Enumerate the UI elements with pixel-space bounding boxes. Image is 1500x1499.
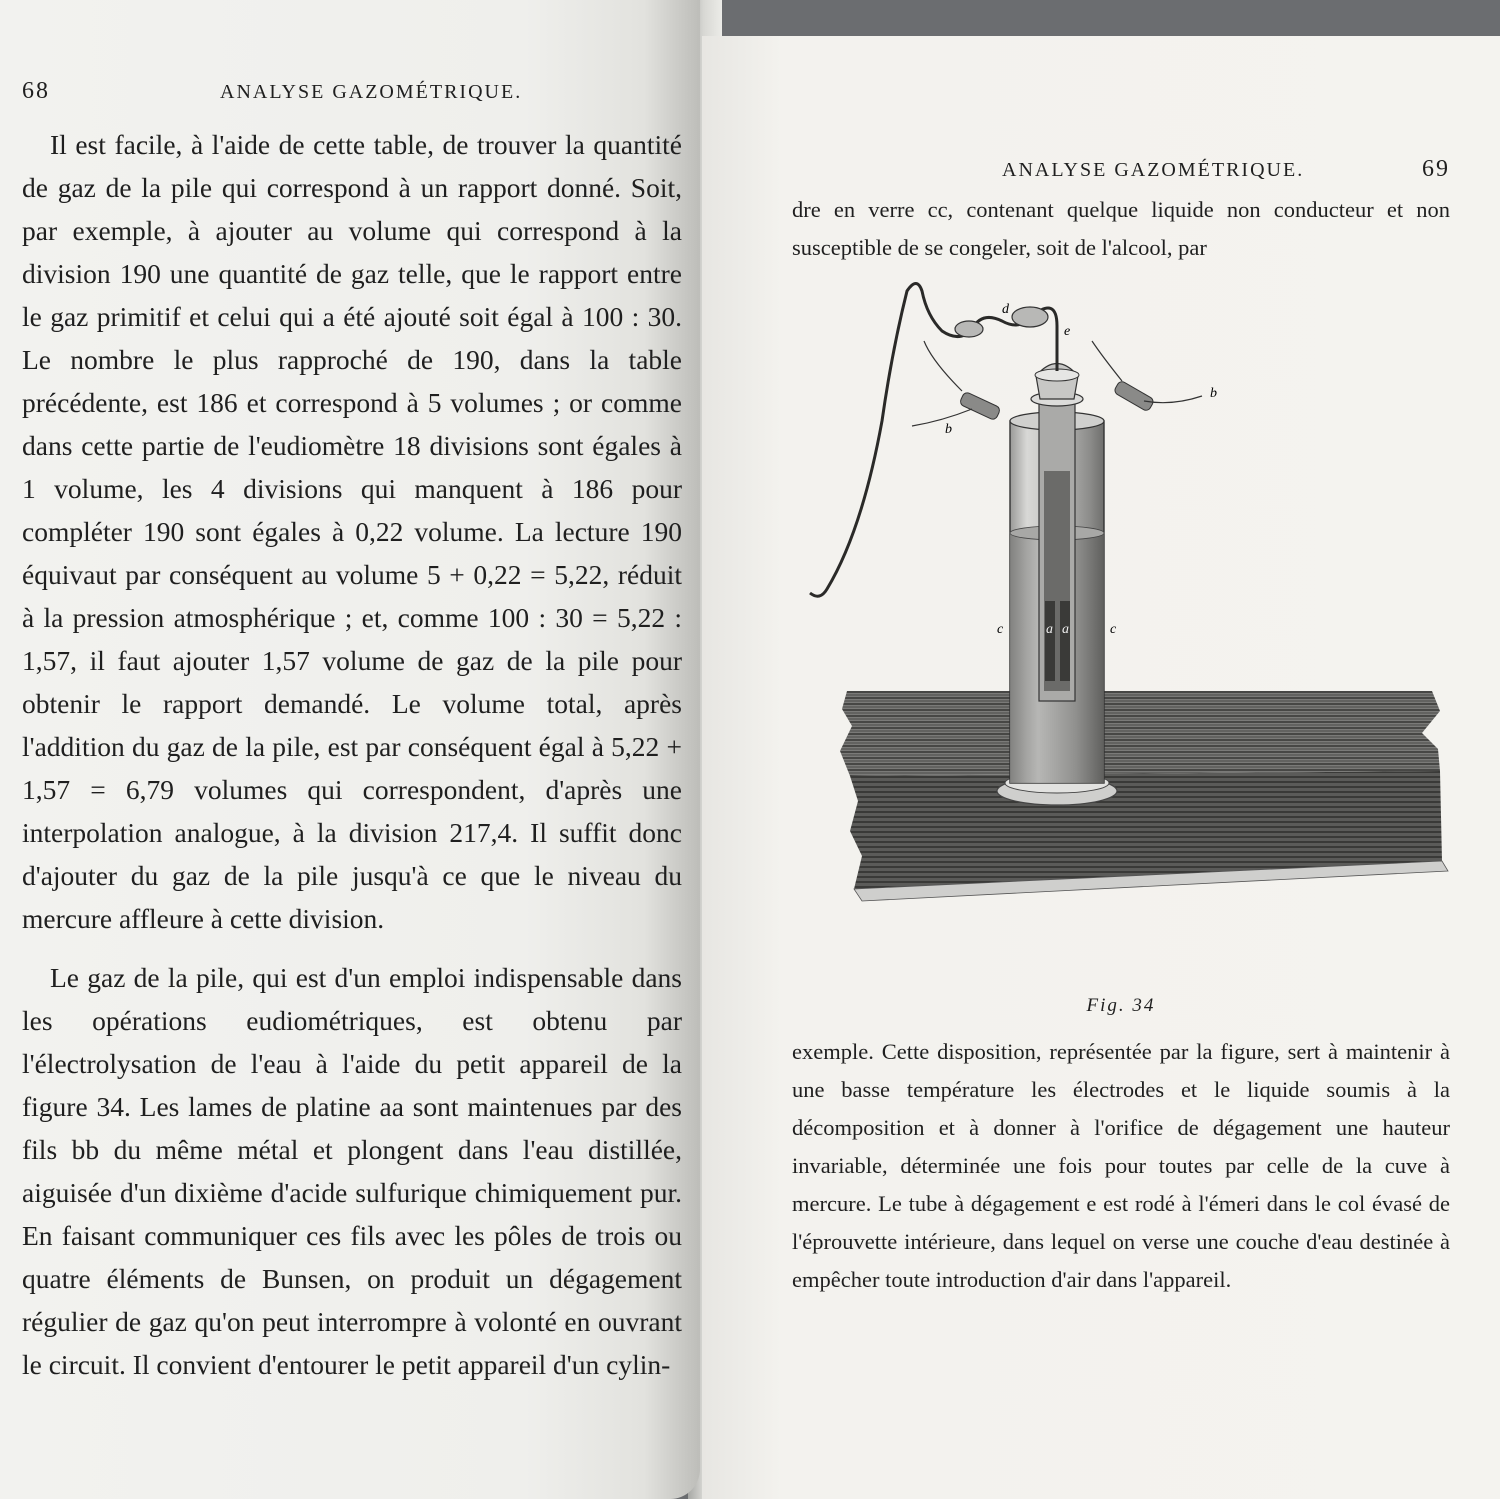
- right-paragraph-top: dre en verre cc, contenant quelque liquide non conducteur et non susceptible de se congeler, soit de l'alcool, par: [792, 197, 1450, 260]
- left-page: [0, 0, 700, 1499]
- figure-label-b-right: b: [1210, 386, 1217, 401]
- left-running-head: [22, 78, 682, 105]
- right-body-text-bottom: [792, 1033, 1450, 1299]
- left-paragraph-1: Il est facile, à l'aide de cette table, de trouver la quantité de gaz de la pile qui correspond à un rapport donné. Soit, par exemple, à ajouter au volume qui correspond à la division 190 une quantité de gaz telle, que le rapport entre le gaz primitif et celui qui a été ajouté soit égal à 100 : 30. Le nombre le plus rapproché de 190, dans la table précédente, est 186 et correspond à 5 volumes ; or comme dans cette partie de l'eudiomètre 18 divisions sont égales à 1 volume, les 4 divisions qui manquent à 186 pour compléter 190 sont égales à 0,22 volume. La lecture 190 équivaut par conséquent au volume 5 + 0,22 = 5,22, réduit à la pression atmosphérique ; et, comme 100 : 30 = 5,22 : 1,57, il faut ajouter 1,57 volume de gaz de la pile pour obtenir le rapport demandé. Le volume total, après l'addition du gaz de la pile, est par conséquent égal à 5,22 + 1,57 = 6,79 volumes qui correspondent, d'après une interpolation analogue, à la division 217,4. Il suffit donc d'ajouter du gaz de la pile jusqu'à ce que le niveau du mercure affleure à cette division.: [22, 129, 682, 934]
- right-body-text-top: [792, 191, 1450, 267]
- figure-label-e: e: [1064, 324, 1071, 339]
- right-running-head: [792, 156, 1450, 183]
- figure-label-a-right: a: [1062, 622, 1069, 637]
- figure-caption: Fig. 34: [1086, 995, 1156, 1016]
- right-running-title: ANALYSE GAZOMÉTRIQUE.: [1002, 159, 1305, 181]
- platinum-plate-right: [1060, 601, 1070, 681]
- right-page: [702, 36, 1500, 1499]
- platinum-plate-left: [1045, 601, 1055, 681]
- figure-label-d: d: [1002, 302, 1009, 317]
- electrolysis-apparatus-illustration: [792, 271, 1452, 991]
- figure-34: [792, 271, 1452, 991]
- table-slab: [840, 691, 1448, 901]
- figure-label-b-left: b: [945, 422, 952, 437]
- left-running-title: ANALYSE GAZOMÉTRIQUE.: [220, 81, 523, 103]
- right-paragraph-bottom: exemple. Cette disposition, représentée par la figure, sert à maintenir à une basse température les électrodes et le liquide soumis à la décomposition et à donner à l'orifice de dégagement une hauteur invariable, déterminée une fois pour toutes par celle de la cuve à mercure. Le tube à dégagement e est rodé à l'émeri dans le col évasé de l'éprouvette intérieure, dans lequel on verse une couche d'eau destinée à empêcher toute introduction d'air dans l'appareil.: [792, 1039, 1450, 1292]
- figure-label-c-right: c: [1110, 622, 1117, 637]
- figure-label-a-left: a: [1046, 622, 1053, 637]
- bulb-right: [1012, 307, 1048, 327]
- binding-screw-right: [1092, 341, 1202, 412]
- inner-eprouvette: [1031, 364, 1083, 702]
- figure-label-c-left: c: [997, 622, 1004, 637]
- left-body-text: [22, 123, 682, 1386]
- left-page-number: 68: [22, 78, 50, 104]
- left-paragraph-2: Le gaz de la pile, qui est d'un emploi indispensable dans les opérations eudiométriques, est obtenu par l'électrolysation de l'eau à l'aide du petit appareil de la figure 34. Les lames de platine aa sont maintenues par des fils bb du même métal et plongent dans l'eau distillée, aiguisée d'un dixième d'acide sulfurique chimiquement pur. En faisant communiquer ces fils avec les pôles de trois ou quatre éléments de Bunsen, on produit un dégagement régulier de gaz qu'on peut interrompre à volonté en ouvrant le circuit. Il convient d'entourer le petit appareil d'un cylin-: [22, 962, 682, 1380]
- binding-screw-left: [912, 341, 1001, 426]
- right-page-number: 69: [1422, 156, 1450, 182]
- bulb-left: [955, 321, 983, 337]
